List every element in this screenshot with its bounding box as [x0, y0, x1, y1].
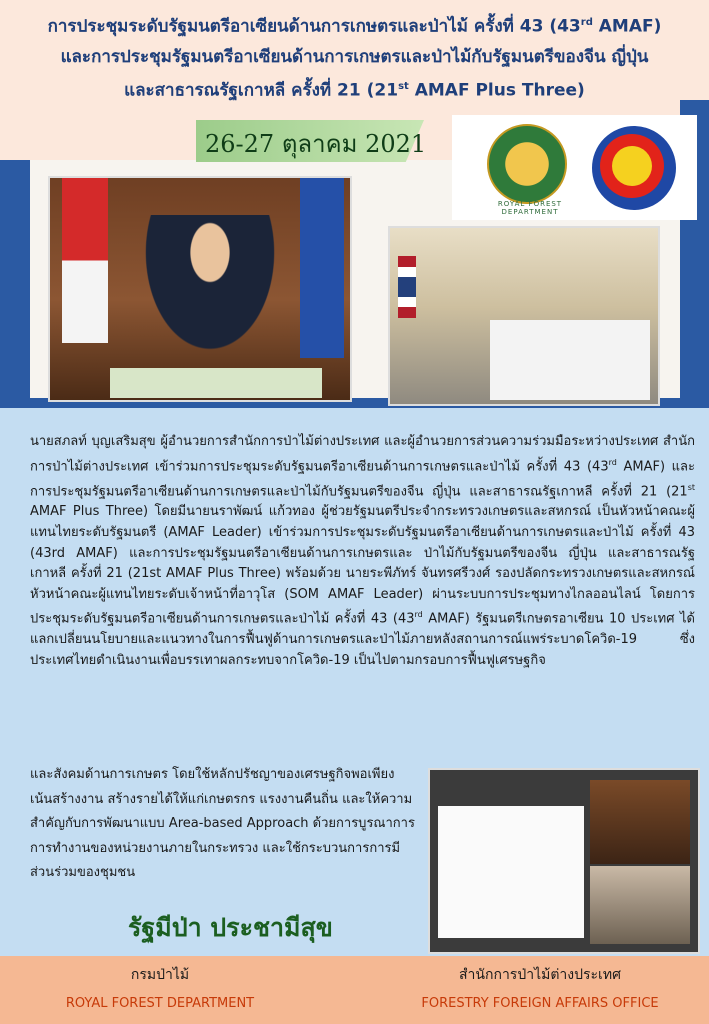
slogan: รัฐมีป่า ประชามีสุข [128, 913, 333, 942]
body-paragraph-2: และสังคมด้านการเกษตร โดยใช้หลักปรัชญาของเศรษฐกิจพอเพียง เน้นสร้างงาน สร้างรายได้ให้แก่เกษตรกร แรงงานคืนถิ่น และให้ความสำคัญกับการพัฒนาแบบ Area-based Approach ด้วยการบูรณาการการทำงานของหน่วยงานภายในกระทรวง และใช้กระบวนการการมีส่วนร่วมของชุมชน [30, 767, 415, 881]
blue-stripe-left [0, 160, 30, 410]
footer-left-thai: กรมป่าไม้ [130, 967, 190, 983]
page-title: การประชุมระดับรัฐมนตรีอาเซียนด้านการเกษตรและป่าไม้ ครั้งที่ 43 (43rd AMAF) และการประชุมรัฐมนตรีอาเซียนด้านการเกษตรและป่าไม้กับรัฐมนตรีของจีน ญี่ปุ่น และสาธารณรัฐเกาหลี ครั้งที่ 21 (21st AMAF Plus Three) [47, 16, 662, 101]
video-conference-strip [110, 368, 322, 398]
indonesia-flag [62, 178, 108, 343]
thailand-flag [398, 256, 416, 318]
chairman-figure [135, 215, 285, 365]
royal-forest-department-logo [487, 124, 567, 204]
event-date: 26-27 ตุลาคม 2021 [205, 130, 427, 158]
asean-logo-core [612, 146, 652, 186]
footer-right-english: FORESTRY FOREIGN AFFAIRS OFFICE [421, 996, 659, 1011]
footer-right-thai: สำนักการป่าไม้ต่างประเทศ [459, 967, 621, 983]
conference-table [490, 320, 650, 400]
footer-left-english: ROYAL FOREST DEPARTMENT [65, 996, 255, 1011]
body-paragraph-1: นายสภลท์ บุญเสริมสุข ผู้อำนวยการสำนักการป่าไม้ต่างประเทศ และผู้อำนวยการส่วนความร่วมมือระหว่างประเทศ สำนักการป่าไม้ต่างประเทศ เข้าร่วมการประชุมระดับรัฐมนตรีอาเซียนด้านการเกษตรและป่าไม้ ครั้งที่ 43 (43rd AMAF) และการประชุมรัฐมนตรีอาเซียนด้านการเกษตรและป่าไม้กับรัฐมนตรีของจีน ญี่ปุ่น และสาธารณรัฐเกาหลี ครั้งที่ 21 (21st AMAF Plus Three) โดยมีนายนราพัฒน์ แก้วทอง ผู้ช่วยรัฐมนตรีประจำกระทรวงเกษตรและสหกรณ์ เป็นหัวหน้าคณะผู้แทนไทยระดับรัฐมนตรี (AMAF Leader) เข้าร่วมการประชุมระดับรัฐมนตรีอาเซียนด้านการเกษตรและป่าไม้ ครั้งที่ 43 (43rd AMAF) และการประชุมรัฐมนตรีอาเซียนด้านการเกษตรและ ป่าไม้กับรัฐมนตรีของจีน ญี่ปุ่น และสาธารณรัฐเกาหลี ครั้งที่ 21 (21st AMAF Plus Three) พร้อมด้วย นายระพีภัทร์ จันทรศรีวงศ์ รองปลัดกระทรวงเกษตรและสหกรณ์ หัวหน้าคณะผู้แทนไทยระดับเจ้าหน้าที่อาวุโส (SOM AMAF Leader) ผ่านระบบการประชุมทางไกลออนไลน์ โดยการประชุมระดับรัฐมนตรีอาเซียนด้านการเกษตรและป่าไม้ ครั้งที่ 43 (43rd AMAF) รัฐมนตรีเกษตรอาเซียน 10 ประเทศ ได้แลกเปลี่ยนนโยบายและแนวทางในการฟื้นฟูด้านการเกษตรและป่าไม้ภายหลังสถานการณ์แพร่ระบาดโควิด-19 ซึ่งประเทศไทยดำเนินงานเพื่อบรรเทาผลกระทบจากโควิด-19 เป็นไปตามกรอบการฟื้นฟูเศรษฐกิจ [30, 434, 695, 668]
participant-camera-1 [590, 780, 690, 864]
asean-flag [300, 178, 344, 358]
rfd-logo-caption: ROYAL FOREST DEPARTMENT [497, 200, 563, 216]
participant-camera-2 [590, 866, 690, 944]
shared-document-view [438, 806, 584, 938]
